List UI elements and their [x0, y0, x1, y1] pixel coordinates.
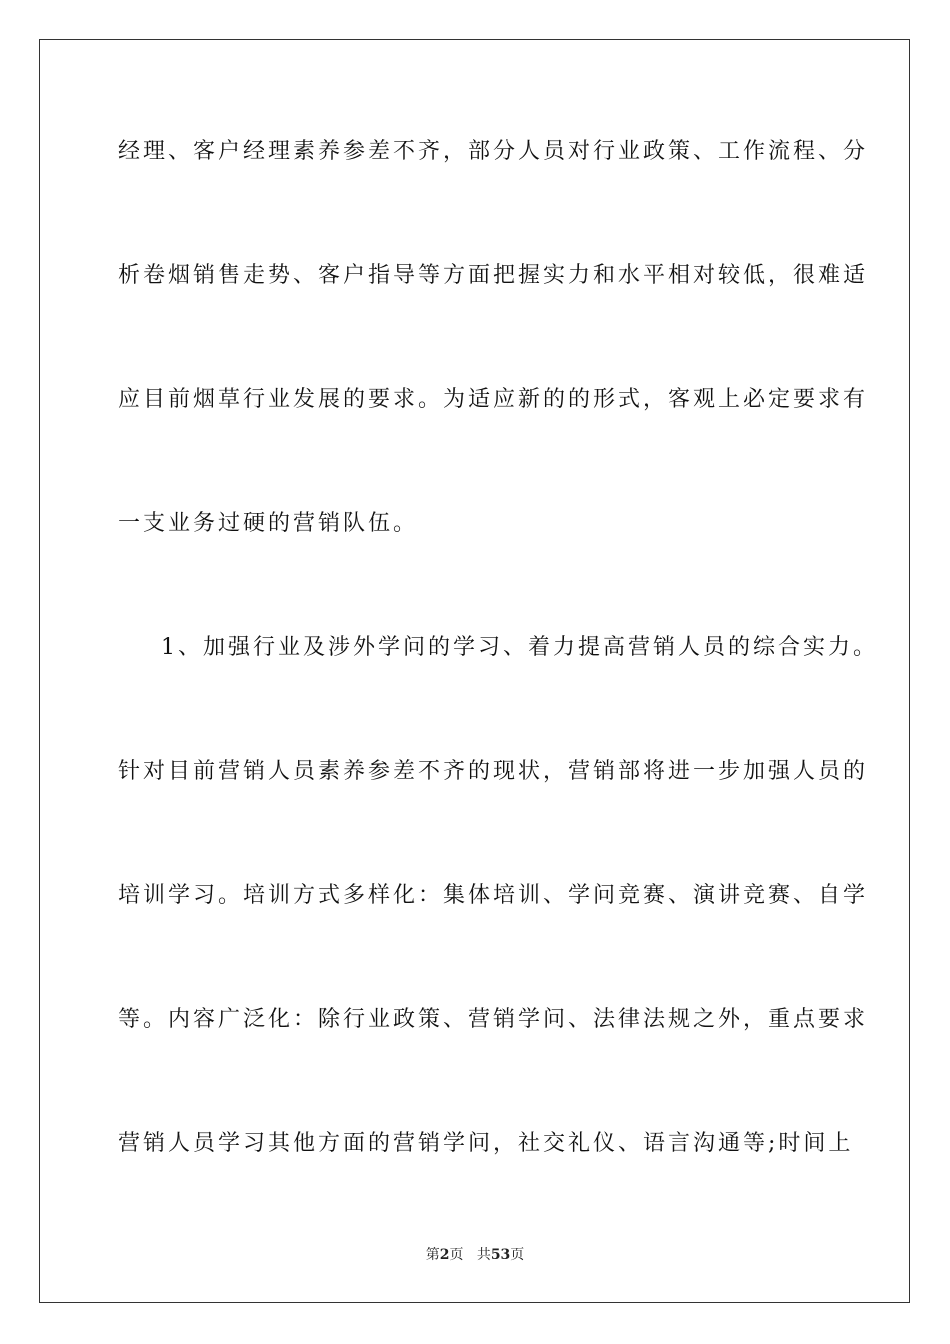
text-line-8: 等。内容广泛化：除行业政策、营销学问、法律法规之外，重点要求: [118, 1007, 869, 1032]
text-line-4: 一支业务过硬的营销队伍。: [118, 511, 419, 536]
text-line-6: 针对目前营销人员素养参差不齐的现状，营销部将进一步加强人员的: [118, 759, 869, 784]
page-footer: [0, 1246, 950, 1264]
page-border: [39, 39, 910, 1303]
page-suffix: 页: [449, 1247, 464, 1263]
section-heading: 1、加强行业及涉外学问的学习、着力提高营销人员的综合实力。: [161, 635, 878, 660]
total-suffix: 页: [510, 1247, 525, 1263]
text-line-7: 培训学习。培训方式多样化：集体培训、学问竞赛、演讲竞赛、自学: [118, 883, 869, 908]
text-line-3: 应目前烟草行业发展的要求。为适应新的的形式，客观上必定要求有: [118, 387, 869, 412]
text-line-9: 营销人员学习其他方面的营销学问，社交礼仪、语言沟通等;时间上: [118, 1131, 854, 1156]
total-prefix: 共: [476, 1247, 491, 1263]
total-pages: 53: [490, 1247, 511, 1263]
text-line-2: 析卷烟销售走势、客户指导等方面把握实力和水平相对较低，很难适: [118, 263, 869, 288]
page-prefix: 第: [425, 1247, 440, 1263]
text-line-1: 经理、客户经理素养参差不齐，部分人员对行业政策、工作流程、分: [118, 139, 869, 164]
page-number: 2: [439, 1247, 450, 1263]
